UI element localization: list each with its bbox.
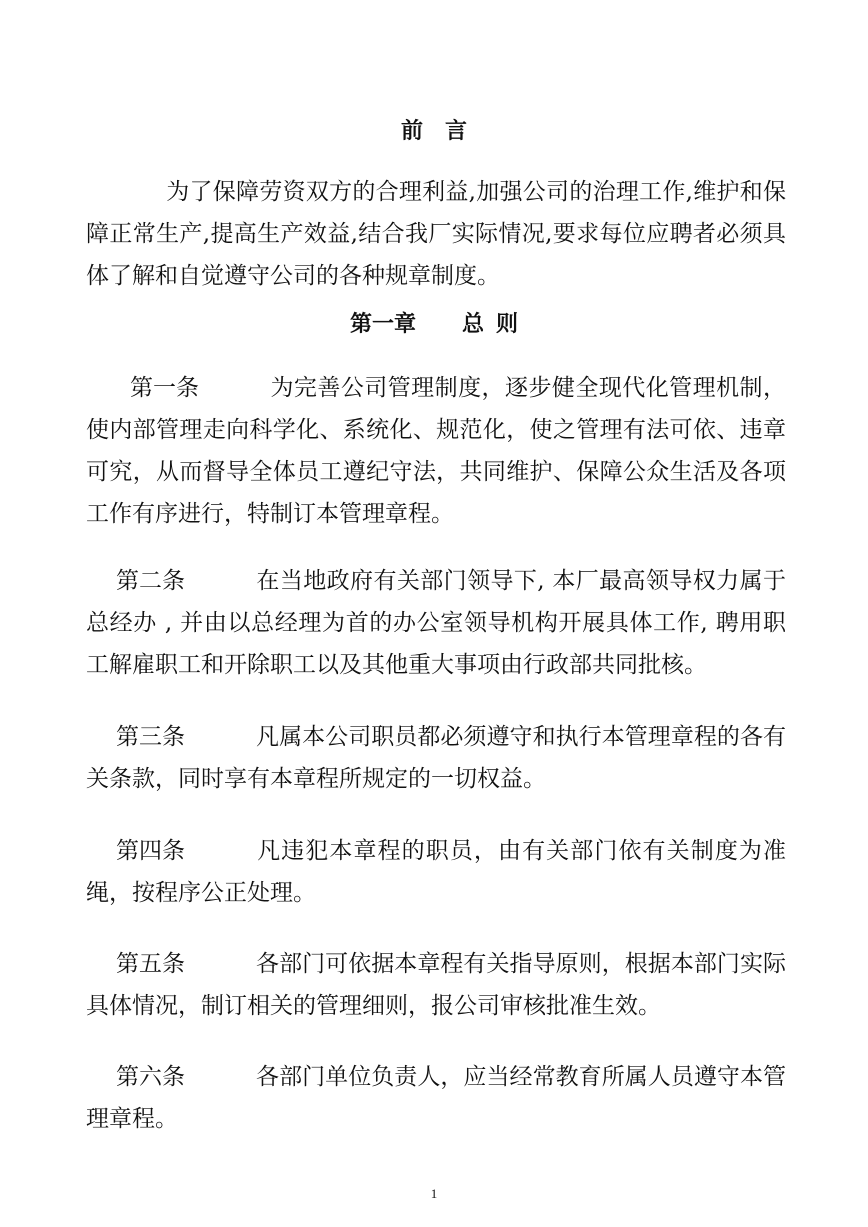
article-5 [86, 943, 786, 1027]
article-6 [86, 1056, 786, 1140]
chapter-name-first: 总 [461, 311, 484, 337]
article-2 [86, 560, 786, 686]
article-1 [86, 367, 786, 535]
article-3 [86, 716, 786, 800]
preface-title: 前言 [400, 118, 489, 144]
article-number: 第五条 [116, 951, 185, 977]
article-text: 凡属本公司职员都必须遵守和执行本管理章程的各有关条款，同时享有本章程所规定的一切权益。 [86, 724, 786, 792]
article-number: 第三条 [116, 724, 185, 750]
article-number: 第四条 [116, 838, 185, 864]
article-number: 第六条 [116, 1064, 185, 1090]
page-number: 1 [430, 1186, 438, 1201]
chapter-label: 第一章 [349, 311, 416, 337]
article-text: 凡违犯本章程的职员，由有关部门依有关制度为准绳，按程序公正处理。 [86, 838, 786, 906]
article-4 [86, 830, 786, 914]
article-text: 为完善公司管理制度，逐步健全现代化管理机制，使内部管理走向科学化、系统化、规范化，使之管理有法可依、违章可究，从而督导全体员工遵纪守法，共同维护、保障公众生活及各项工作有序进行，特制订本管理章程。 [86, 375, 786, 527]
chapter-name-second: 则 [496, 311, 519, 337]
article-text: 在当地政府有关部门领导下, 本厂最高领导权力属于总经办 , 并由以总经理为首的办公室领导机构开展具体工作, 聘用职工解雇职工和开除职工以及其他重大事项由行政部共同批核。 [86, 568, 786, 678]
article-text: 各部门可依据本章程有关指导原则，根据本部门实际具体情况，制订相关的管理细则，报公司审核批准生效。 [86, 951, 786, 1019]
article-number: 第一条 [130, 375, 199, 401]
preface-body: 为了保障劳资双方的合理利益,加强公司的治理工作,维护和保障正常生产,提高生产效益,结合我厂实际情况,要求每位应聘者必须具体了解和自觉遵守公司的各种规章制度。 [86, 179, 786, 289]
article-text: 各部门单位负责人，应当经常教育所属人员遵守本管理章程。 [86, 1064, 786, 1132]
article-number: 第二条 [116, 568, 185, 594]
preface-paragraph [86, 171, 786, 297]
chapter-heading [0, 307, 868, 338]
